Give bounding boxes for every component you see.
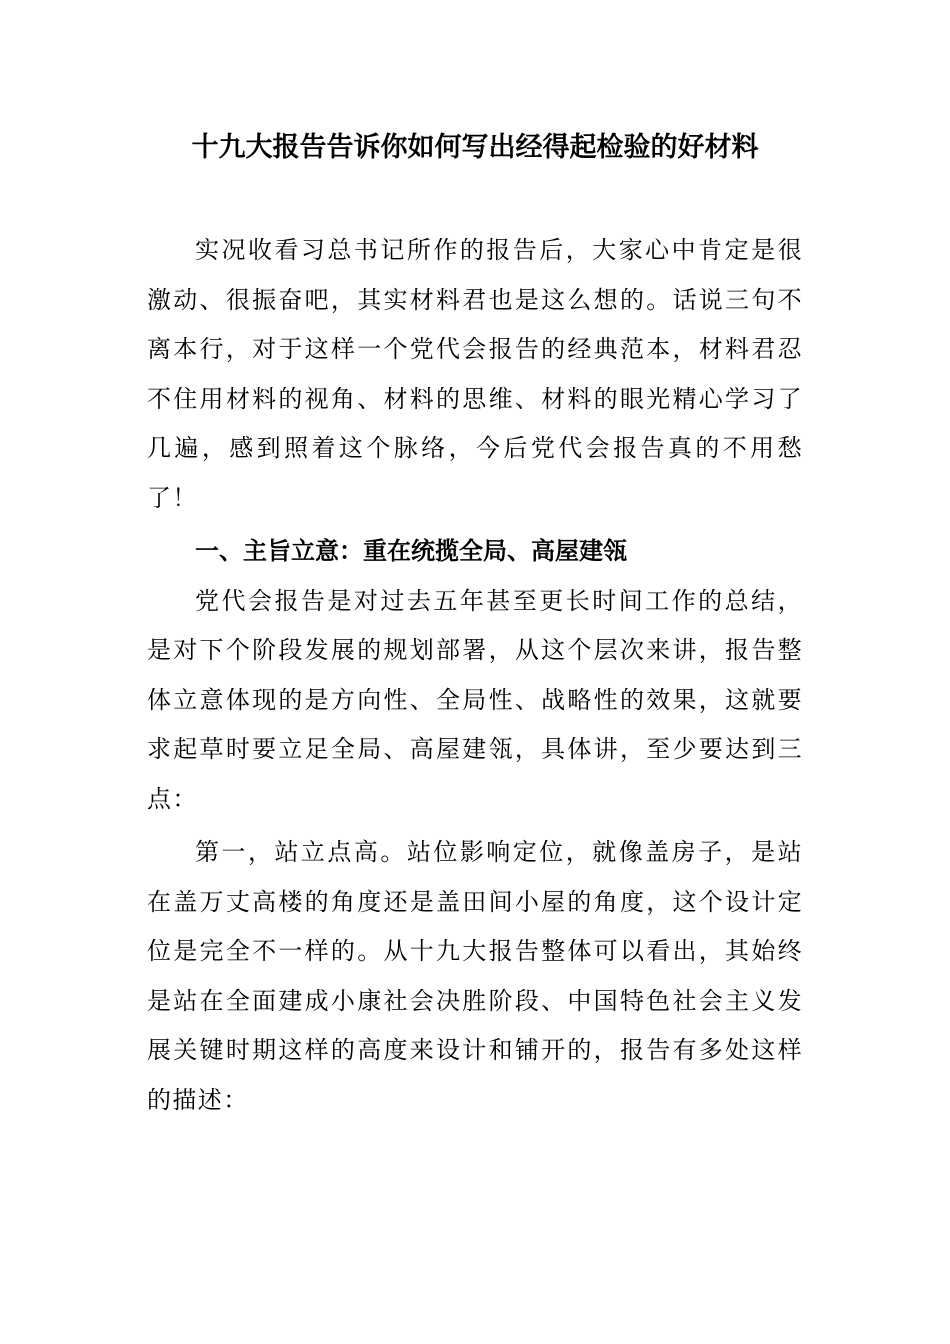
intro-paragraph: 实况收看习总书记所作的报告后，大家心中肯定是很激动、很振奋吧，其实材料君也是这么想的。话说三句不离本行，对于这样一个党代会报告的经典范本，材料君忍不住用材料的视角、材料的思维、材料的眼光精心学习了几遍，感到照着这个脉络，今后党代会报告真的不用愁了！ [147, 236, 803, 512]
body-paragraph: 党代会报告是对过去五年甚至更长时间工作的总结，是对下个阶段发展的规划部署，从这个层次来讲，报告整体立意体现的是方向性、全局性、战略性的效果，这就要求起草时要立足全局、高屋建瓴，具体讲，至少要达到三点： [147, 586, 803, 813]
section-heading: 一、主旨立意：重在统揽全局、高屋建瓴 [195, 537, 627, 565]
document-body [147, 226, 803, 1125]
document-title: 十九大报告告诉你如何写出经得起检验的好材料 [191, 132, 759, 163]
point-paragraph: 第一，站立点高。站位影响定位，就像盖房子，是站在盖万丈高楼的角度还是盖田间小屋的角度，这个设计定位是完全不一样的。从十九大报告整体可以看出，其始终是站在全面建成小康社会决胜阶段、中国特色社会主义发展关键时期这样的高度来设计和铺开的，报告有多处这样的描述： [147, 838, 803, 1114]
